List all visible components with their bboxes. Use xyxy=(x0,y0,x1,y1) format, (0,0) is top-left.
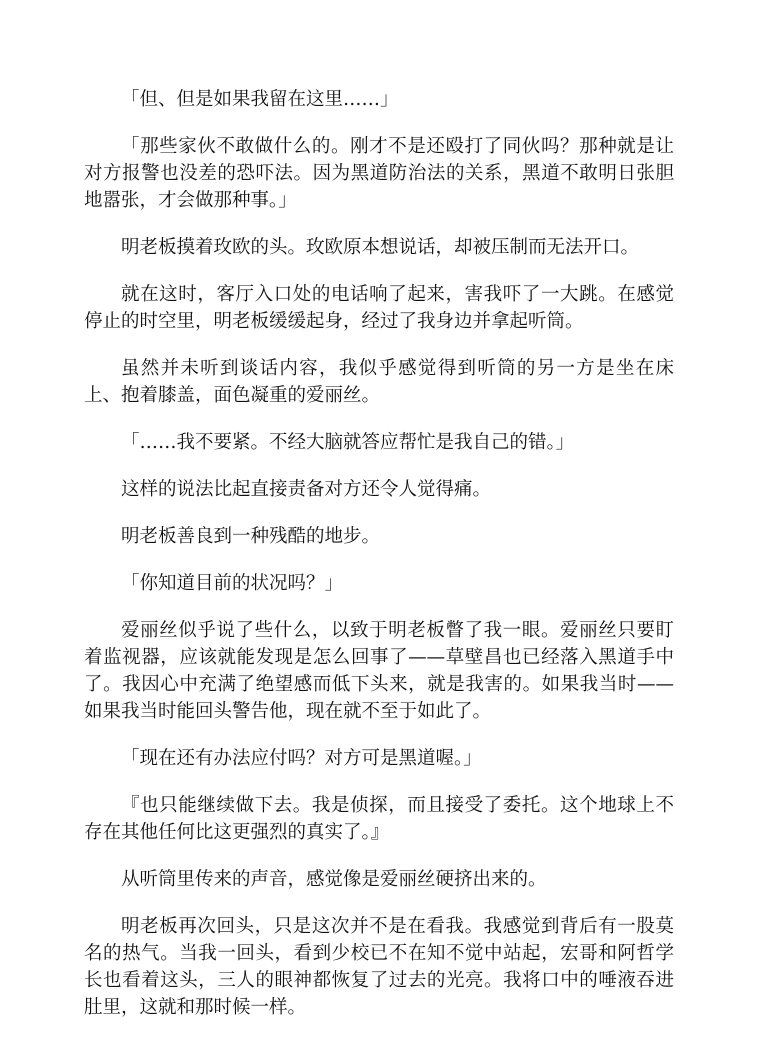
paragraph-1: 「但、但是如果我留在这里……」 xyxy=(121,89,399,110)
paragraph-13: 从听筒里传来的声音，感觉像是爱丽丝硬挤出来的。 xyxy=(121,869,547,890)
paragraph-14: 明老板再次回头，只是这次并不是在看我。我感觉到背后有一股莫名的热气。当我一回头，看到少校已不在知不觉中站起，宏哥和阿哲学长也看着这头，三人的眼神都恢复了过去的光亮。我将口中的唾液吞进肚里，这就和那时候一样。 xyxy=(84,916,674,1018)
paragraph-8: 明老板善良到一种残酷的地步。 xyxy=(121,526,381,547)
paragraph-9: 「你知道目前的状况吗？」 xyxy=(121,573,344,594)
paragraph-3: 明老板摸着玫欧的头。玫欧原本想说话，却被压制而无法开口。 xyxy=(121,237,640,258)
paragraph-5: 虽然并未听到谈话内容，我似乎感觉得到听筒的另一方是坐在床上、抱着膝盖，面色凝重的爱丽丝。 xyxy=(84,358,674,406)
page-body xyxy=(84,86,674,1041)
paragraph-4: 就在这时，客厅入口处的电话响了起来，害我吓了一大跳。在感觉停止的时空里，明老板缓缓起身，经过了我身边并拿起听筒。 xyxy=(84,284,674,332)
paragraph-2: 「那些家伙不敢做什么的。刚才不是还殴打了同伙吗？那种就是让对方报警也没差的恐吓法。因为黑道防治法的关系，黑道不敢明日张胆地嚣张，才会做那种事。」 xyxy=(84,136,674,211)
paragraph-11: 「现在还有办法应付吗？对方可是黑道喔。」 xyxy=(121,748,482,769)
paragraph-12: 『也只能继续做下去。我是侦探，而且接受了委托。这个地球上不存在其他任何比这更强烈的真实了。』 xyxy=(84,795,674,843)
paragraph-7: 这样的说法比起直接责备对方还令人觉得痛。 xyxy=(121,479,492,500)
paragraph-10: 爱丽丝似乎说了些什么，以致于明老板瞥了我一眼。爱丽丝只要盯着监视器，应该就能发现是怎么回事了——草壁昌也已经落入黑道手中了。我因心中充满了绝望感而低下头来，就是我害的。如果我当时——如果我当时能回头警告他，现在就不至于如此了。 xyxy=(84,620,674,722)
paragraph-6: 「……我不要紧。不经大脑就答应帮忙是我自己的错。」 xyxy=(121,432,575,453)
